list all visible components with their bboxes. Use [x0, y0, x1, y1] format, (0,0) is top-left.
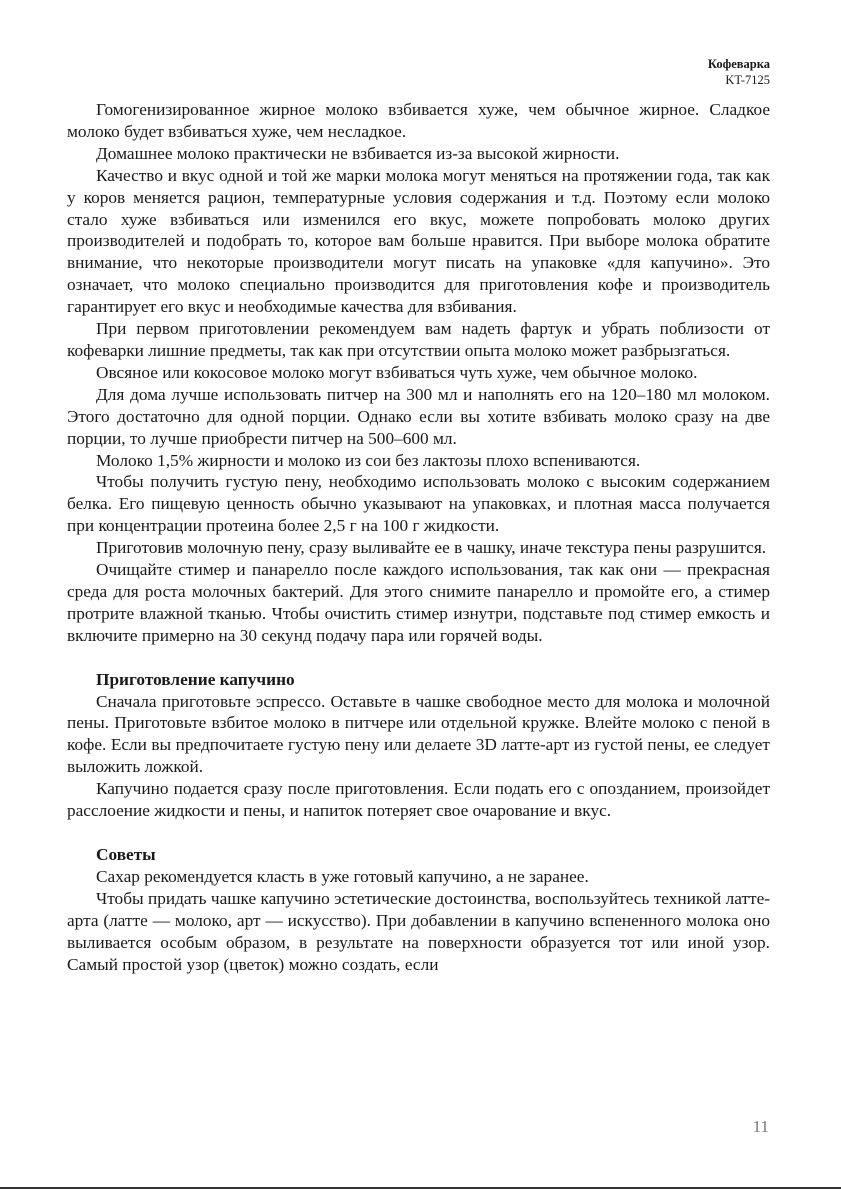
section-spacer	[67, 822, 770, 844]
paragraph: Чтобы получить густую пену, необходимо использовать молоко с высоким содержанием белка. Его пищевую ценность обычно указывают на упаковках, и плотная масса получается при концентрации протеина более 2,5 г на 100 г жидкости.	[67, 472, 770, 536]
paragraph: При первом приготовлении рекомендуем вам надеть фартук и убрать поблизости от кофеварки лишние предметы, так как при отсутствии опыта молоко может разбрызгаться.	[67, 319, 770, 360]
section-heading-cappuccino: Приготовление капучино	[96, 669, 295, 689]
paragraph: Домашнее молоко практически не взбивается из-за высокой жирности.	[96, 143, 620, 163]
paragraph: Капучино подается сразу после приготовления. Если подать его с опозданием, произойдет расслоение жидкости и пены, и напиток потеряет свое очарование и вкус.	[67, 779, 770, 821]
paragraph: Сначала приготовьте эспрессо. Оставьте в чашке свободное место для молока и молочной пены. Приготовьте взбитое молоко в питчере или отдельной кружке. Влейте молоко с пеной в кофе. Если вы предпочитаете густую пену или делаете 3D латте-арт из густой пены, ее следует выложить ложкой.	[67, 691, 770, 777]
paragraph: Овсяное или кокосовое молоко могут взбиваться чуть хуже, чем обычное молоко.	[96, 362, 698, 382]
running-header	[708, 56, 770, 88]
paragraph: Приготовив молочную пену, сразу выливайте ее в чашку, иначе текстура пены разрушится.	[96, 538, 767, 558]
paragraph: Молоко 1,5% жирности и молоко из сои без лактозы плохо вспениваются.	[96, 450, 641, 470]
paragraph: Гомогенизированное жирное молоко взбивается хуже, чем обычное жирное. Сладкое молоко будет взбиваться хуже, чем несладкое.	[67, 100, 770, 141]
bottom-divider	[0, 1187, 841, 1189]
paragraph: Сахар рекомендуется класть в уже готовый капучино, а не заранее.	[96, 866, 589, 886]
header-product-name: Кофеварка	[707, 57, 770, 71]
body-text	[67, 99, 770, 975]
section-spacer	[67, 647, 770, 669]
paragraph: Для дома лучше использовать питчер на 300 мл и наполнять его на 120–180 мл молоком. Этого достаточно для одной порции. Однако если вы хотите взбивать молоко сразу на две порции, то лучше приобрести питчер на 500–600 мл.	[67, 384, 770, 448]
paragraph: Очищайте стимер и панарелло после каждого использования, так как они — прекрасная среда для роста молочных бактерий. Для этого снимите панарелло и промойте его, а стимер протрите влажной тканью. Чтобы очистить стимер изнутри, подставьте под стимер емкость и включите примерно на 30 секунд подачу пара или горячей воды.	[67, 560, 770, 645]
paragraph: Качество и вкус одной и той же марки молока могут меняться на протяжении года, так как у коров меняется рацион, температурные условия содержания и т.д. Поэтому если молоко стало хуже взбиваться или изменился его вкус, можете попробовать молоко других производителей и подобрать то, которое вам больше нравится. При выборе молока обратите внимание, что некоторые производители могут писать на упаковке «для капучино». Это означает, что молоко специально производится для приготовления кофе и производитель гарантирует его вкус и необходимые качества для взбивания.	[67, 165, 770, 317]
header-model-number: KT-7125	[725, 73, 770, 87]
page-number: 11	[752, 1117, 769, 1136]
paragraph: Чтобы придать чашке капучино эстетические достоинства, воспользуйтесь техникой латте-арта (латте — молоко, арт — искусство). При добавлении в капучино вспененного молока оно выливается особым образом, в результате на поверхности образуется тот или иной узор. Самый простой узор (цветок) можно создать, если	[67, 888, 770, 974]
section-heading-tips: Советы	[96, 845, 156, 864]
